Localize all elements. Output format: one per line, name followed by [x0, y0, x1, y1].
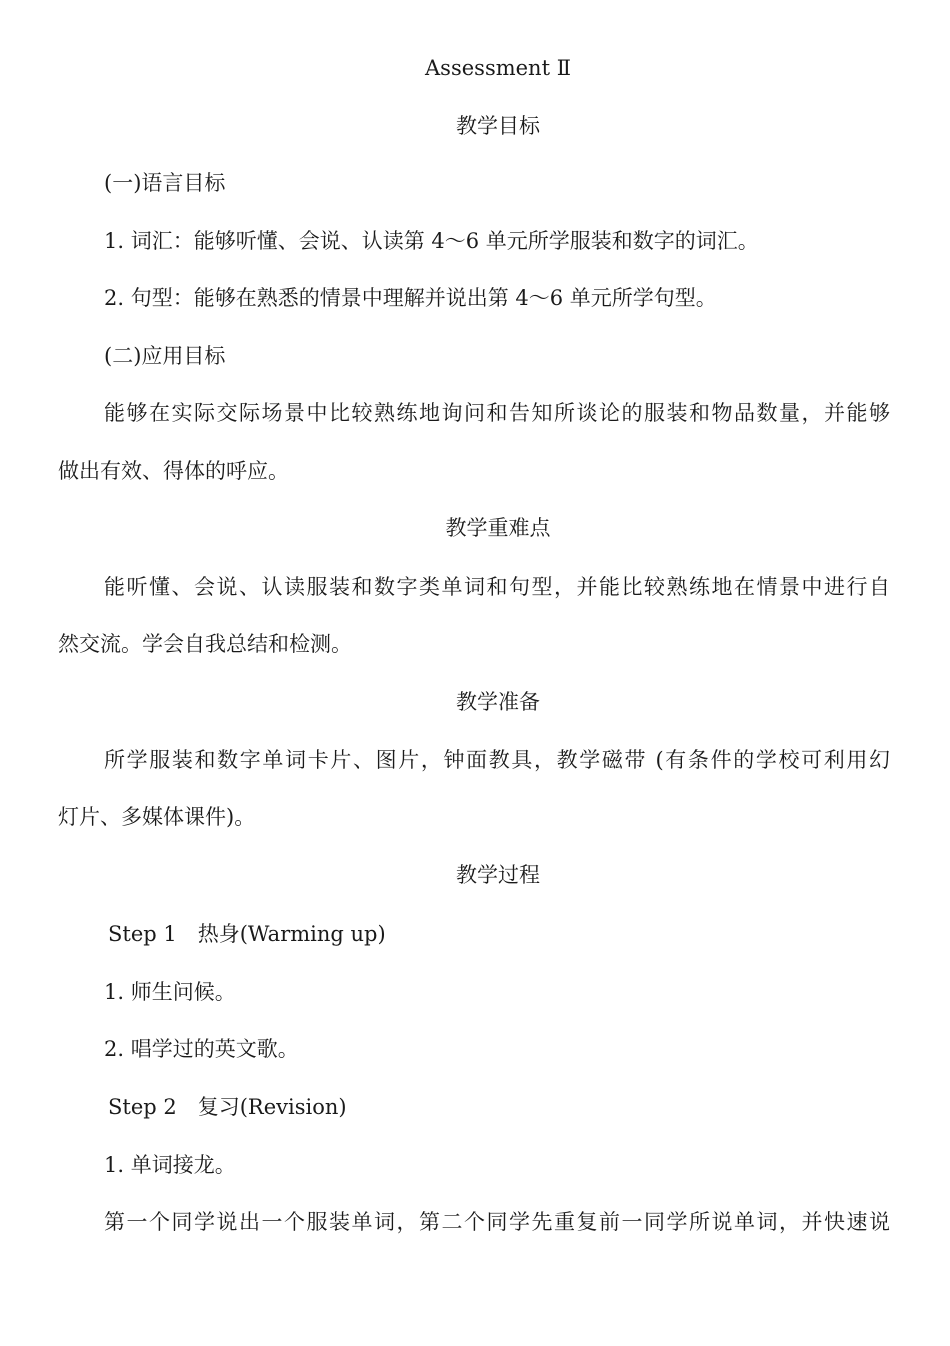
application-text-line-2: 做出有效、得体的呼应。 — [58, 459, 289, 483]
step-1-item-2: 2. 唱学过的英文歌。 — [104, 1037, 299, 1061]
preparation-text-line-2: 灯片、多媒体课件)。 — [58, 805, 256, 829]
vocabulary-goal: 1. 词汇：能够听懂、会说、认读第 4～6 单元所学服装和数字的词汇。 — [104, 229, 759, 253]
application-text-line-1: 能够在实际交际场景中比较熟练地询问和告知所谈论的服装和物品数量，并能够 — [104, 401, 890, 425]
key-points-text-line-1: 能听懂、会说、认读服装和数字类单词和句型，并能比较熟练地在情景中进行自 — [104, 575, 890, 599]
step-2-text: 第一个同学说出一个服装单词，第二个同学先重复前一同学所说单词，并快速说 — [104, 1210, 890, 1234]
objectives-heading: 教学目标 — [456, 114, 540, 138]
preparation-text-line-1: 所学服装和数字单词卡片、图片，钟面教具，教学磁带 (有条件的学校可利用幻 — [104, 748, 890, 772]
step-1-item-1: 1. 师生问候。 — [104, 980, 236, 1004]
step-2-item-1: 1. 单词接龙。 — [104, 1153, 236, 1177]
document-title: Assessment Ⅱ — [425, 56, 571, 80]
process-heading: 教学过程 — [456, 863, 540, 887]
key-points-text-line-2: 然交流。学会自我总结和检测。 — [58, 632, 352, 656]
sentence-goal: 2. 句型：能够在熟悉的情景中理解并说出第 4～6 单元所学句型。 — [104, 286, 717, 310]
step-2-title: Step 2 复习(Revision) — [108, 1095, 347, 1119]
step-1-title: Step 1 热身(Warming up) — [108, 922, 386, 946]
language-goal-heading: (一)语言目标 — [104, 171, 226, 195]
preparation-heading: 教学准备 — [456, 690, 540, 714]
key-points-heading: 教学重难点 — [445, 516, 551, 540]
application-goal-heading: (二)应用目标 — [104, 344, 226, 368]
